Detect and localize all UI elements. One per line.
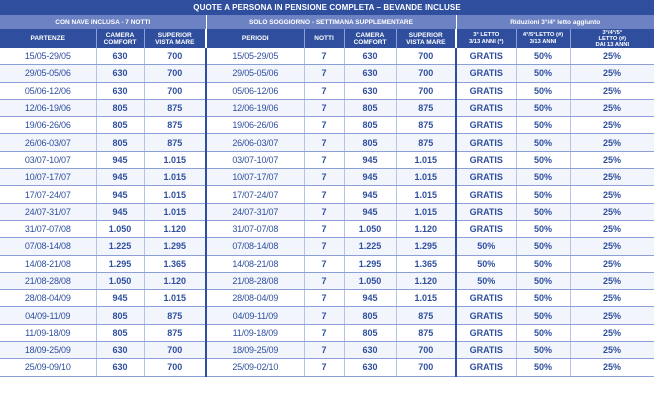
col-header-nights: NOTTI [304,29,344,48]
departure-cell: 12/06-19/06 [0,99,96,116]
departure-cell: 10/07-17/07 [0,169,96,186]
table-row [0,359,654,376]
nights-cell: 7 [304,48,344,65]
departure-cell: 15/05-29/05 [0,48,96,65]
adult-bed-reduction-cell: 25% [570,82,654,99]
stay-camera-comfort-price-cell: 1.050 [344,220,396,237]
adult-bed-reduction-cell: 25% [570,342,654,359]
period-cell: 04/09-11/09 [206,307,304,324]
stay-camera-comfort-price-cell: 630 [344,65,396,82]
third-bed-reduction-cell: GRATIS [456,99,516,116]
col-header-third-bed: 3° LETTO 3/13 ANNI (*) [456,29,516,48]
superior-sea-view-price-cell: 700 [144,359,206,376]
fourth-fifth-bed-reduction-cell: 50% [516,290,570,307]
third-bed-reduction-cell: GRATIS [456,186,516,203]
stay-camera-comfort-price-cell: 1.295 [344,255,396,272]
stay-camera-comfort-price-cell: 630 [344,48,396,65]
fourth-fifth-bed-reduction-cell: 50% [516,186,570,203]
stay-superior-sea-view-price-cell: 875 [396,117,456,134]
superior-sea-view-price-cell: 875 [144,307,206,324]
adult-bed-reduction-cell: 25% [570,117,654,134]
stay-superior-sea-view-price-cell: 1.015 [396,290,456,307]
camera-comfort-price-cell: 805 [96,117,144,134]
stay-superior-sea-view-price-cell: 1.295 [396,238,456,255]
period-cell: 10/07-17/07 [206,169,304,186]
third-bed-reduction-cell: GRATIS [456,220,516,237]
superior-sea-view-price-cell: 1.365 [144,255,206,272]
adult-bed-reduction-cell: 25% [570,186,654,203]
camera-comfort-price-cell: 945 [96,151,144,168]
table-row [0,186,654,203]
fourth-fifth-bed-reduction-cell: 50% [516,238,570,255]
superior-sea-view-price-cell: 875 [144,117,206,134]
adult-bed-reduction-cell: 25% [570,290,654,307]
adult-bed-reduction-cell: 25% [570,99,654,116]
departure-cell: 31/07-07/08 [0,220,96,237]
col-header-superior-sea-view: SUPERIOR VISTA MARE [144,29,206,48]
third-bed-reduction-cell: GRATIS [456,203,516,220]
third-bed-reduction-cell: 50% [456,238,516,255]
nights-cell: 7 [304,342,344,359]
third-bed-reduction-cell: GRATIS [456,307,516,324]
table-row [0,82,654,99]
superior-sea-view-price-cell: 875 [144,99,206,116]
col-header-fourth-fifth-bed: 4°/5°LETTO (#) 3/13 ANNI [516,29,570,48]
fourth-fifth-bed-reduction-cell: 50% [516,324,570,341]
table-row [0,238,654,255]
fourth-fifth-bed-reduction-cell: 50% [516,82,570,99]
camera-comfort-price-cell: 945 [96,169,144,186]
camera-comfort-price-cell: 630 [96,359,144,376]
table-row [0,203,654,220]
period-cell: 15/05-29/05 [206,48,304,65]
departure-cell: 18/09-25/09 [0,342,96,359]
stay-superior-sea-view-price-cell: 700 [396,48,456,65]
departure-cell: 17/07-24/07 [0,186,96,203]
group-header-cruise: CON NAVE INCLUSA - 7 NOTTI [0,15,206,29]
table-row [0,134,654,151]
stay-superior-sea-view-price-cell: 700 [396,65,456,82]
camera-comfort-price-cell: 805 [96,307,144,324]
period-cell: 17/07-24/07 [206,186,304,203]
superior-sea-view-price-cell: 1.120 [144,272,206,289]
table-row [0,342,654,359]
period-cell: 19/06-26/06 [206,117,304,134]
stay-camera-comfort-price-cell: 805 [344,99,396,116]
adult-bed-reduction-cell: 25% [570,255,654,272]
adult-bed-reduction-cell: 25% [570,169,654,186]
adult-bed-reduction-cell: 25% [570,307,654,324]
departure-cell: 11/09-18/09 [0,324,96,341]
departure-cell: 05/06-12/06 [0,82,96,99]
nights-cell: 7 [304,151,344,168]
adult-bed-reduction-cell: 25% [570,134,654,151]
camera-comfort-price-cell: 805 [96,324,144,341]
stay-camera-comfort-price-cell: 630 [344,359,396,376]
superior-sea-view-price-cell: 700 [144,82,206,99]
group-header-reductions: Riduzioni 3°/4° letto aggiunto [456,15,654,29]
col-header-camera-comfort-2: CAMERA COMFORT [344,29,396,48]
period-cell: 31/07-07/08 [206,220,304,237]
fourth-fifth-bed-reduction-cell: 50% [516,48,570,65]
superior-sea-view-price-cell: 875 [144,134,206,151]
nights-cell: 7 [304,65,344,82]
nights-cell: 7 [304,203,344,220]
stay-camera-comfort-price-cell: 630 [344,82,396,99]
third-bed-reduction-cell: GRATIS [456,65,516,82]
stay-camera-comfort-price-cell: 630 [344,342,396,359]
table-row [0,255,654,272]
nights-cell: 7 [304,324,344,341]
adult-bed-reduction-cell: 25% [570,220,654,237]
period-cell: 14/08-21/08 [206,255,304,272]
stay-camera-comfort-price-cell: 805 [344,117,396,134]
third-bed-reduction-cell: GRATIS [456,48,516,65]
nights-cell: 7 [304,99,344,116]
period-cell: 21/08-28/08 [206,272,304,289]
superior-sea-view-price-cell: 1.015 [144,151,206,168]
fourth-fifth-bed-reduction-cell: 50% [516,203,570,220]
stay-superior-sea-view-price-cell: 700 [396,82,456,99]
nights-cell: 7 [304,290,344,307]
stay-superior-sea-view-price-cell: 1.015 [396,186,456,203]
fourth-fifth-bed-reduction-cell: 50% [516,342,570,359]
group-header-stay: SOLO SOGGIORNO - SETTIMANA SUPPLEMENTARE [206,15,456,29]
stay-superior-sea-view-price-cell: 875 [396,99,456,116]
stay-superior-sea-view-price-cell: 875 [396,307,456,324]
third-bed-reduction-cell: GRATIS [456,134,516,151]
nights-cell: 7 [304,220,344,237]
period-cell: 18/09-25/09 [206,342,304,359]
col-header-periods: PERIODI [206,29,304,48]
fourth-fifth-bed-reduction-cell: 50% [516,65,570,82]
table-row [0,99,654,116]
fourth-fifth-bed-reduction-cell: 50% [516,117,570,134]
fourth-fifth-bed-reduction-cell: 50% [516,255,570,272]
period-cell: 07/08-14/08 [206,238,304,255]
stay-camera-comfort-price-cell: 1.050 [344,272,396,289]
superior-sea-view-price-cell: 700 [144,342,206,359]
period-cell: 12/06-19/06 [206,99,304,116]
fourth-fifth-bed-reduction-cell: 50% [516,220,570,237]
third-bed-reduction-cell: GRATIS [456,151,516,168]
stay-superior-sea-view-price-cell: 1.015 [396,203,456,220]
col-header-adult-bed: 3°/4°/5° LETTO (#) DAI 13 ANNI [570,29,654,48]
col-header-departures: PARTENZE [0,29,96,48]
adult-bed-reduction-cell: 25% [570,359,654,376]
stay-superior-sea-view-price-cell: 700 [396,359,456,376]
superior-sea-view-price-cell: 700 [144,48,206,65]
stay-superior-sea-view-price-cell: 1.120 [396,220,456,237]
camera-comfort-price-cell: 805 [96,99,144,116]
stay-camera-comfort-price-cell: 945 [344,151,396,168]
camera-comfort-price-cell: 1.225 [96,238,144,255]
stay-superior-sea-view-price-cell: 1.365 [396,255,456,272]
nights-cell: 7 [304,359,344,376]
fourth-fifth-bed-reduction-cell: 50% [516,134,570,151]
third-bed-reduction-cell: GRATIS [456,359,516,376]
departure-cell: 26/06-03/07 [0,134,96,151]
adult-bed-reduction-cell: 25% [570,151,654,168]
superior-sea-view-price-cell: 1.015 [144,203,206,220]
stay-superior-sea-view-price-cell: 1.120 [396,272,456,289]
stay-camera-comfort-price-cell: 805 [344,134,396,151]
nights-cell: 7 [304,82,344,99]
stay-camera-comfort-price-cell: 805 [344,324,396,341]
col-header-superior-sea-view-2: SUPERIOR VISTA MARE [396,29,456,48]
table-row [0,169,654,186]
nights-cell: 7 [304,117,344,134]
fourth-fifth-bed-reduction-cell: 50% [516,359,570,376]
stay-superior-sea-view-price-cell: 1.015 [396,151,456,168]
nights-cell: 7 [304,134,344,151]
col-header-camera-comfort: CAMERA COMFORT [96,29,144,48]
camera-comfort-price-cell: 1.050 [96,220,144,237]
period-cell: 11/09-18/09 [206,324,304,341]
nights-cell: 7 [304,169,344,186]
nights-cell: 7 [304,238,344,255]
table-row [0,48,654,65]
camera-comfort-price-cell: 1.295 [96,255,144,272]
departure-cell: 28/08-04/09 [0,290,96,307]
stay-camera-comfort-price-cell: 805 [344,307,396,324]
period-cell: 25/09-02/10 [206,359,304,376]
departure-cell: 07/08-14/08 [0,238,96,255]
camera-comfort-price-cell: 805 [96,134,144,151]
camera-comfort-price-cell: 630 [96,48,144,65]
adult-bed-reduction-cell: 25% [570,65,654,82]
superior-sea-view-price-cell: 1.015 [144,169,206,186]
fourth-fifth-bed-reduction-cell: 50% [516,169,570,186]
adult-bed-reduction-cell: 25% [570,238,654,255]
stay-superior-sea-view-price-cell: 1.015 [396,169,456,186]
departure-cell: 04/09-11/09 [0,307,96,324]
camera-comfort-price-cell: 630 [96,65,144,82]
nights-cell: 7 [304,307,344,324]
third-bed-reduction-cell: GRATIS [456,342,516,359]
period-cell: 28/08-04/09 [206,290,304,307]
period-cell: 24/07-31/07 [206,203,304,220]
third-bed-reduction-cell: 50% [456,255,516,272]
nights-cell: 7 [304,272,344,289]
stay-camera-comfort-price-cell: 945 [344,186,396,203]
fourth-fifth-bed-reduction-cell: 50% [516,99,570,116]
table-row [0,324,654,341]
camera-comfort-price-cell: 630 [96,82,144,99]
table-row [0,151,654,168]
adult-bed-reduction-cell: 25% [570,203,654,220]
third-bed-reduction-cell: 50% [456,272,516,289]
fourth-fifth-bed-reduction-cell: 50% [516,307,570,324]
table-row [0,65,654,82]
table-row [0,220,654,237]
departure-cell: 03/07-10/07 [0,151,96,168]
third-bed-reduction-cell: GRATIS [456,290,516,307]
superior-sea-view-price-cell: 1.120 [144,220,206,237]
nights-cell: 7 [304,186,344,203]
fourth-fifth-bed-reduction-cell: 50% [516,151,570,168]
third-bed-reduction-cell: GRATIS [456,169,516,186]
nights-cell: 7 [304,255,344,272]
stay-camera-comfort-price-cell: 945 [344,169,396,186]
superior-sea-view-price-cell: 1.015 [144,290,206,307]
adult-bed-reduction-cell: 25% [570,48,654,65]
stay-superior-sea-view-price-cell: 875 [396,324,456,341]
camera-comfort-price-cell: 1.050 [96,272,144,289]
camera-comfort-price-cell: 630 [96,342,144,359]
third-bed-reduction-cell: GRATIS [456,82,516,99]
third-bed-reduction-cell: GRATIS [456,324,516,341]
departure-cell: 29/05-05/06 [0,65,96,82]
period-cell: 03/07-10/07 [206,151,304,168]
table-title: QUOTE A PERSONA IN PENSIONE COMPLETA – BEVANDE INCLUSE [0,0,654,15]
table-row [0,290,654,307]
camera-comfort-price-cell: 945 [96,290,144,307]
table-row [0,117,654,134]
departure-cell: 25/09-09/10 [0,359,96,376]
departure-cell: 14/08-21/08 [0,255,96,272]
period-cell: 29/05-05/06 [206,65,304,82]
period-cell: 26/06-03/07 [206,134,304,151]
camera-comfort-price-cell: 945 [96,186,144,203]
departure-cell: 19/06-26/06 [0,117,96,134]
superior-sea-view-price-cell: 875 [144,324,206,341]
fourth-fifth-bed-reduction-cell: 50% [516,272,570,289]
stay-camera-comfort-price-cell: 945 [344,203,396,220]
departure-cell: 21/08-28/08 [0,272,96,289]
departure-cell: 24/07-31/07 [0,203,96,220]
stay-camera-comfort-price-cell: 1.225 [344,238,396,255]
superior-sea-view-price-cell: 1.015 [144,186,206,203]
stay-camera-comfort-price-cell: 945 [344,290,396,307]
stay-superior-sea-view-price-cell: 875 [396,134,456,151]
third-bed-reduction-cell: GRATIS [456,117,516,134]
stay-superior-sea-view-price-cell: 700 [396,342,456,359]
adult-bed-reduction-cell: 25% [570,272,654,289]
table-row [0,307,654,324]
superior-sea-view-price-cell: 700 [144,65,206,82]
adult-bed-reduction-cell: 25% [570,324,654,341]
camera-comfort-price-cell: 945 [96,203,144,220]
table-row [0,272,654,289]
period-cell: 05/06-12/06 [206,82,304,99]
superior-sea-view-price-cell: 1.295 [144,238,206,255]
